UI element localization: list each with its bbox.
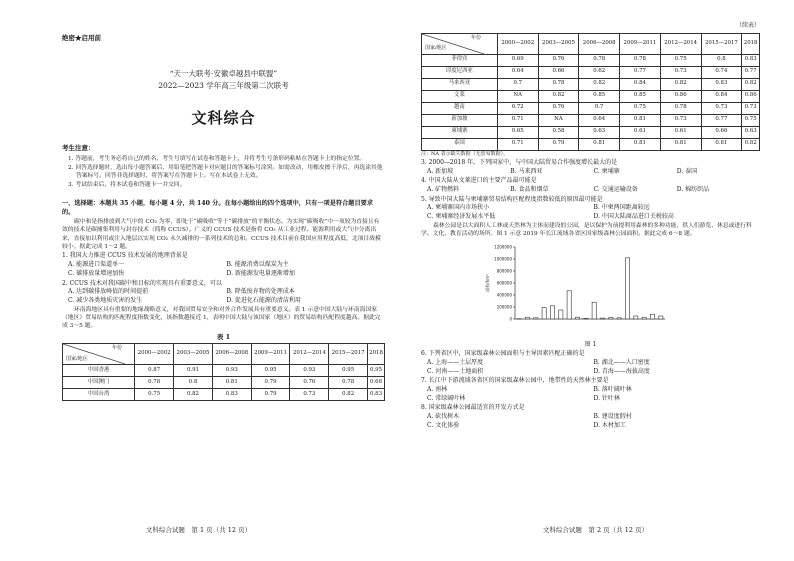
table-cell: 0.81 — [660, 138, 701, 150]
y-tick-label: 800000 — [496, 268, 512, 274]
option[interactable]: D. 促进化石能源的清洁利用 — [226, 296, 301, 304]
table-cell: 0.64 — [497, 66, 538, 78]
row-header: 马来西亚 — [422, 78, 498, 90]
option[interactable]: D. 新能源发电量逐渐增加 — [226, 269, 295, 277]
table-1-continued — [421, 33, 760, 151]
option[interactable]: A. 南林 — [427, 385, 448, 393]
table-1-title: 表 1 — [216, 332, 231, 341]
question-8-options — [421, 413, 760, 430]
option[interactable]: C. 河南——土地面积 — [427, 367, 484, 375]
bar — [650, 314, 654, 319]
table-cell: 0.72 — [497, 102, 538, 114]
table-cell: 0.86 — [660, 90, 701, 102]
table-row — [63, 377, 385, 389]
question-7-options — [421, 386, 760, 403]
table-cell: 0.78 — [135, 377, 174, 389]
table-cell: 0.81 — [701, 138, 742, 150]
table-cell: 0.78 — [579, 54, 620, 66]
column-header: 2009—2011 — [251, 344, 290, 365]
table-cell: 0.82 — [538, 90, 579, 102]
bar — [525, 317, 529, 319]
option[interactable]: D. 泰国 — [676, 167, 698, 175]
table-cell: 0.95 — [368, 365, 385, 377]
table-cell: 0.84 — [620, 78, 661, 90]
table-cell: 0.8 — [174, 377, 213, 389]
corner-year-label: 年份 — [111, 345, 122, 352]
table-cell: NA — [538, 114, 579, 126]
table-corner — [422, 33, 498, 54]
option[interactable]: A. 达到碳排放峰值的时间提前 — [68, 288, 149, 296]
table-cell: 0.82 — [174, 389, 213, 401]
section-heading: 一、选择题：本题共 35 小题，每小题 4 分，共 140 分。在每小题给出的四个选项中，只有一项是符合题目要求的。 — [62, 199, 374, 216]
option[interactable]: A. 柬埔寨国内市场狭小 — [427, 204, 490, 212]
question-1: 1. 我国大力推进 CCUS 技术发展的地理背景是 — [62, 252, 188, 260]
column-header: 2015—2017 — [329, 344, 368, 365]
y-tick-label: 200000 — [496, 304, 512, 310]
bar — [550, 305, 554, 318]
y-tick-label: 400000 — [496, 292, 512, 298]
table-cell: 0.84 — [701, 90, 742, 102]
table-cell: 0.83 — [742, 54, 760, 66]
passage-south-china-sea: 环南海地区具有重要的地缘战略意义，对我国贸易安全和对外合作发展具有重要意义。表 1 示意中国大陆与环南海国家（地区）贸易结构的匹配程度指数变化，该指数越接近 1，表明中国大陆与该国家（地区）的贸易结构匹配程度越高。据此完成 3～5 题。 — [62, 306, 381, 330]
question-4: 4. 中国大陆从文莱进口的主要产品最可能是 — [421, 177, 537, 185]
option[interactable]: D. 棉纺织品 — [676, 186, 710, 193]
bar — [542, 307, 546, 318]
table-cell: 0.74 — [701, 66, 742, 78]
column-header: 2012—2014 — [660, 33, 701, 54]
table-cell: 0.78 — [660, 102, 701, 114]
row-header: 新加坡 — [422, 114, 498, 126]
option[interactable]: B. 马来西亚 — [510, 167, 543, 175]
bar — [584, 318, 588, 319]
column-header: 2018 — [368, 344, 385, 365]
option[interactable]: B. 中柬两国距离较远 — [593, 204, 650, 212]
table-cell: 0.69 — [497, 54, 538, 66]
table-cell: 0.78 — [329, 377, 368, 389]
figure-1 — [481, 243, 671, 341]
option[interactable]: A. 上海——土层厚度 — [427, 358, 484, 366]
table-cell: 0.83 — [212, 389, 251, 401]
table-cell: 0.65 — [497, 126, 538, 138]
table-cell: 0.81 — [620, 114, 661, 126]
option[interactable]: B. 能源消费以煤炭为主 — [226, 261, 289, 269]
table-cell: 0.79 — [251, 377, 290, 389]
table-cell: 0.85 — [620, 90, 661, 102]
bar — [617, 317, 621, 318]
option[interactable]: C. 文化体验 — [427, 421, 460, 429]
option[interactable]: C. 减少各类地质灾害的发生 — [68, 296, 143, 304]
row-header: 越南 — [422, 102, 498, 114]
question-4-options — [421, 186, 760, 195]
table-cell: 0.95 — [329, 365, 368, 377]
option[interactable]: D. 针叶林 — [593, 394, 620, 402]
table-cell: 0.93 — [290, 365, 329, 377]
question-5-options — [421, 204, 760, 221]
option[interactable]: D. 木材加工 — [593, 421, 626, 429]
column-header: 2000—2002 — [497, 33, 538, 54]
y-tick-label: 1000000 — [494, 256, 512, 262]
table-row — [63, 365, 385, 377]
table-cell: 0.77 — [701, 114, 742, 126]
table-cell: 0.75 — [135, 389, 174, 401]
row-header: 中国香港 — [63, 365, 135, 377]
table-cell: 0.66 — [538, 66, 579, 78]
option[interactable]: B. 食品和烟草 — [510, 186, 549, 193]
question-2: 2. CCUS 技术对我国碳中和目标的实现具有重要意义，可以 — [62, 279, 222, 287]
column-header: 2015—2017 — [701, 33, 742, 54]
option[interactable]: C. 交通运输设备 — [593, 186, 638, 193]
note-item: 1. 答题前，考生务必将自己的姓名、考生号填写在试卷和答题卡上，并将考生号条形码粘贴在答题卡上的指定位置。 — [68, 156, 366, 163]
table-cell: 0.83 — [368, 389, 385, 401]
table-cell: 0.61 — [620, 126, 661, 138]
table-header-row — [422, 33, 760, 54]
row-header: 菲律宾 — [422, 54, 498, 66]
bar-chart — [481, 243, 671, 331]
option[interactable]: B. 建设度假村 — [593, 413, 632, 421]
bar — [575, 317, 579, 319]
table-cell: 0.7 — [497, 78, 538, 90]
row-header: 印度尼西亚 — [422, 66, 498, 78]
table-cell: 0.62 — [579, 66, 620, 78]
question-8: 8. 国家级森林公园最适宜的开发方式是 — [421, 404, 525, 412]
table-cell: 0.66 — [701, 126, 742, 138]
question-3-options — [421, 168, 760, 177]
option[interactable]: C. 柬埔寨经济发展水平低 — [427, 213, 496, 221]
question-5: 5. 导致中国大陆与柬埔寨贸易结构匹配程度指数较低的原因最可能是 — [421, 195, 603, 203]
table-row — [422, 126, 760, 138]
table-cell: 0.64 — [579, 114, 620, 126]
table-cell: 0.77 — [620, 66, 661, 78]
table-row — [422, 102, 760, 114]
column-header: 2000—2002 — [135, 344, 174, 365]
row-header: 中国澳门 — [63, 377, 135, 389]
option[interactable]: B. 湖北——人口密度 — [593, 358, 650, 366]
question-3: 3. 2000—2018 年，下列国家中，与中国大陆贸易合作强度增长最大的是 — [421, 158, 618, 166]
exam-organization: “天一大联考·安徽卓越县中联盟” — [169, 69, 278, 79]
option[interactable]: B. 降低废弃物的处理成本 — [226, 288, 295, 296]
option[interactable]: A. 砍伐树木 — [427, 413, 460, 421]
table-cell: 0.79 — [251, 389, 290, 401]
bar — [559, 310, 563, 319]
bar — [634, 316, 638, 319]
table-cell: 0.86 — [742, 90, 760, 102]
table-cell: 0.78 — [620, 54, 661, 66]
table-row — [422, 66, 760, 78]
secret-mark: 绝密★启用前 — [62, 34, 101, 42]
page-footer: 文科综合试题 第 2 页（共 12 页） — [542, 525, 649, 534]
option[interactable]: D. 青海——海拔高度 — [593, 367, 650, 375]
passage-forest-park: 森林公园是以大面积人工林或天然林为主体而建设的公园，是以保护为前提利用森林的多种功能，供人们游览、休息或进行科学、文化、教育活动的场所。图 1 示意 2019 年长江流域各省区国家级森林公园面积。据此完成 6～8 题。 — [421, 222, 752, 238]
option[interactable]: B. 落叶阔叶林 — [593, 385, 632, 393]
bar — [642, 317, 646, 319]
exam-term: 2022—2023 学年高三年级第二次联考 — [158, 81, 289, 91]
column-header: 2006—2008 — [579, 33, 620, 54]
table-corner — [63, 344, 135, 365]
table-cell: 0.75 — [660, 54, 701, 66]
table-cell: 0.8 — [701, 54, 742, 66]
table-cell: 0.68 — [368, 377, 385, 389]
option[interactable]: A. 新加坡 — [427, 167, 454, 175]
table-cell: 0.73 — [701, 102, 742, 114]
option[interactable]: C. 柬埔寨 — [593, 167, 620, 175]
corner-year-label: 年份 — [470, 34, 481, 41]
question-2-options — [62, 288, 385, 305]
page-title: 文科综合 — [191, 109, 256, 128]
bar — [592, 302, 596, 319]
table-cell: 0.63 — [742, 126, 760, 138]
table-cell: 0.73 — [660, 114, 701, 126]
table-row — [422, 138, 760, 150]
table-cell: 0.61 — [660, 126, 701, 138]
page-footer: 文科综合试题 第 1 页（共 12 页） — [145, 525, 252, 534]
table-cell: NA — [497, 90, 538, 102]
table-cell: 0.73 — [742, 102, 760, 114]
table-cell: 0.82 — [329, 389, 368, 401]
table-cell: 0.79 — [538, 138, 579, 150]
y-axis-label: 面积/hm² — [485, 273, 490, 292]
column-header: 2012—2014 — [290, 344, 329, 365]
corner-region-label: 国家/地区 — [425, 45, 447, 52]
column-header: 2006—2008 — [212, 344, 251, 365]
question-1-options — [62, 261, 385, 278]
row-header: 中国台湾 — [63, 389, 135, 401]
option[interactable]: A. 能源进口渠道单一 — [68, 261, 125, 269]
question-7: 7. 长江中下游流域各省区的国家级森林公园中，地带性的天然林主要是 — [421, 377, 609, 385]
table-row — [422, 54, 760, 66]
corner-region-label: 国家/地区 — [66, 355, 88, 362]
bar — [625, 257, 629, 318]
figure-caption: 图 1 — [584, 340, 597, 348]
table-cell: 0.83 — [701, 78, 742, 90]
table-cell: 0.81 — [579, 138, 620, 150]
table-cell: 0.87 — [135, 365, 174, 377]
bar — [659, 316, 663, 319]
continued-table-label: （续表） — [735, 22, 760, 29]
table-cell: 0.82 — [579, 78, 620, 90]
table-1 — [62, 343, 385, 401]
table-cell: 0.93 — [212, 365, 251, 377]
notes-heading: 考生注意： — [62, 143, 95, 152]
note-item: 3. 考试结束后，将本试卷和答题卡一并交回。 — [68, 181, 186, 188]
table-cell: 0.85 — [579, 90, 620, 102]
table-cell: 0.81 — [212, 377, 251, 389]
table-header-row — [63, 344, 385, 365]
bar — [534, 317, 538, 318]
table-cell: 0.73 — [290, 389, 329, 401]
table-row — [422, 114, 760, 126]
table-note: 注：NA 表示缺失数据（无贸易数据）。 — [421, 150, 509, 157]
table-cell: 0.81 — [620, 138, 661, 150]
table-cell: 0.78 — [538, 78, 579, 90]
column-header: 2018 — [742, 33, 760, 54]
column-header: 2009—2011 — [620, 33, 661, 54]
table-row — [63, 389, 385, 401]
table-cell: 0.95 — [251, 365, 290, 377]
page-2 — [397, 0, 794, 561]
bar — [567, 290, 571, 318]
table-cell: 0.77 — [742, 66, 760, 78]
row-header: 泰国 — [422, 138, 498, 150]
question-6-options — [421, 359, 760, 376]
table-cell: 0.71 — [497, 114, 538, 126]
y-tick-label: 1200000 — [494, 244, 512, 250]
option[interactable]: A. 矿物燃料 — [427, 186, 460, 193]
table-cell: 0.73 — [660, 66, 701, 78]
table-cell: 0.76 — [538, 102, 579, 114]
table-cell: 0.58 — [538, 126, 579, 138]
table-cell: 0.82 — [742, 78, 760, 90]
column-header: 2003—2005 — [538, 33, 579, 54]
table-cell: 0.75 — [742, 114, 760, 126]
table-cell: 0.75 — [620, 102, 661, 114]
row-header: 柬埔寨 — [422, 126, 498, 138]
y-tick-label: 0 — [509, 316, 512, 322]
table-cell: 0.63 — [579, 126, 620, 138]
bar — [600, 318, 604, 319]
option[interactable]: D. 中国大陆商品进口关税较高 — [593, 213, 674, 221]
bar — [609, 317, 613, 319]
table-row — [422, 78, 760, 90]
passage-ccus: 碳中和是指排放到大气中的 CO₂ 为零，即处于“碳吸收”等于“碳排放”的平衡状态。为实现“碳吸收”中一项较为直接且有效的技术是碳捕集利用与封存技术（简称 CCUS）。广义的 CCUS 技术是指将 CO₂ 从工业过程、能源利用或大气中分离出来，直接加以利用或注入地层以实现 CO₂ 永久减排的一系列技术的总和。CCUS 技术目前在我国应用程度高低，北项目战模较小。据此完成 1～2 题。 — [62, 218, 381, 251]
table-cell: 0.91 — [174, 365, 213, 377]
question-6: 6. 下列省区中，国家级森林公园面积与主导因素匹配正确的是 — [421, 350, 585, 358]
option[interactable]: C. 碳排放量增速加快 — [68, 269, 125, 277]
note-item: 2. 回答选择题时，选出每小题答案后，用铅笔把答题卡对应题目的答案标号涂黑。如需改动，用橡皮擦干净后，再选涂其他答案标号。回答非选择题时，将答案写在答题卡上。写在本试卷上无效。 — [68, 164, 383, 180]
y-tick-label: 600000 — [496, 280, 512, 286]
table-cell: 0.71 — [497, 138, 538, 150]
table-row — [422, 90, 760, 102]
row-header: 文莱 — [422, 90, 498, 102]
table-cell: 0.7 — [579, 102, 620, 114]
table-cell: 0.76 — [538, 54, 579, 66]
table-cell: 0.82 — [660, 78, 701, 90]
table-cell: 0.82 — [742, 138, 760, 150]
column-header: 2003—2005 — [174, 344, 213, 365]
table-cell: 0.76 — [290, 377, 329, 389]
option[interactable]: C. 常绿阔叶林 — [427, 394, 466, 402]
